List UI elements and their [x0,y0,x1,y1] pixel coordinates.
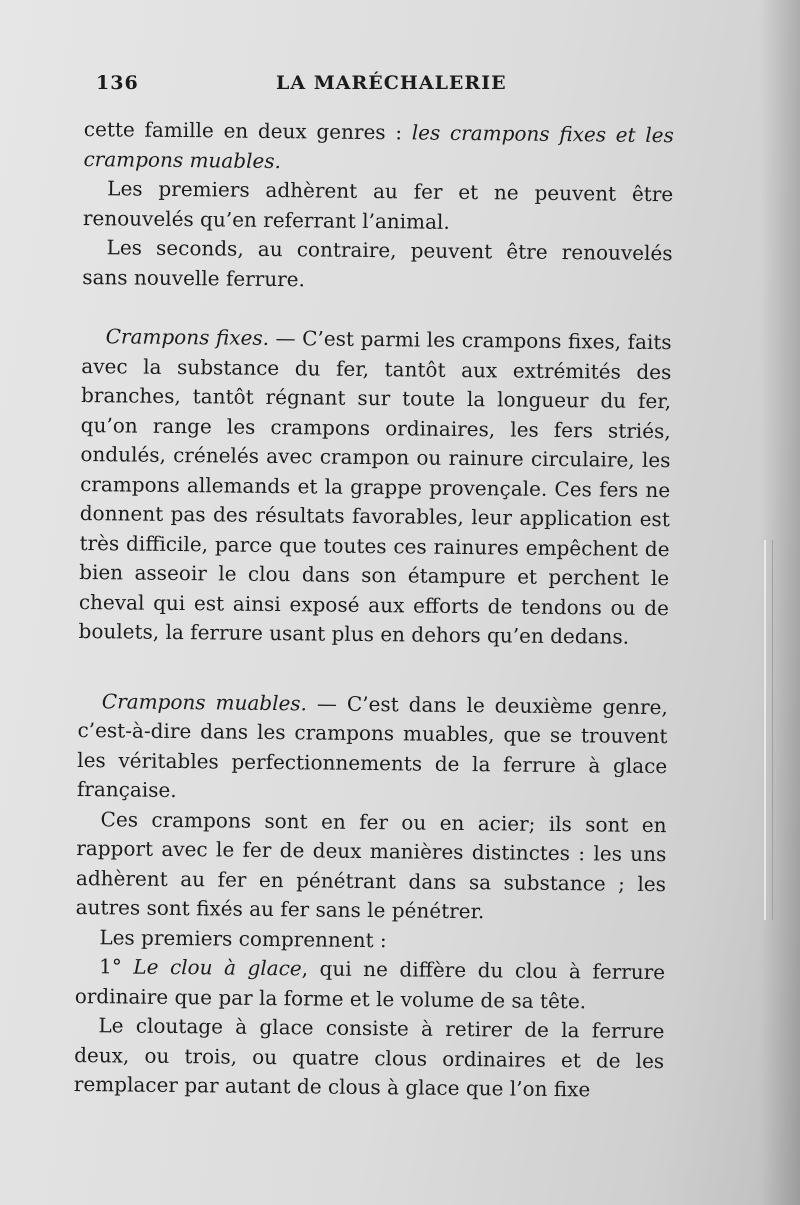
list-item: 1° Le clou à glace, qui ne diffère du clou à ferrure ordinaire que par la forme et le volume de sa tête. [74,954,666,1013]
page-header [96,72,656,102]
italic-phrase: les crampons fixes et les crampons muables. [83,120,674,173]
section-crampons-muables: Crampons muables. — C’est dans le deuxième genre, c’est-à-dire dans les crampons muables, que se trouvent les véritables perfectionnements de la ferrure à glace française. [76,688,668,803]
section-heading: Crampons muables. [101,688,308,715]
section-heading: Crampons fixes. [105,324,270,350]
paragraph: Le cloutage à glace consiste à retirer de la ferrure deux, ou trois, ou quatre clous ordinaires et de les remplacer par autant de clous à glace que l’on fixe [73,1013,665,1102]
italic-term: Le clou à glace [133,954,302,981]
paragraph: Ces crampons sont en fer ou en acier; ils sont en rapport avec le fer de deux manières distinctes : les uns adhèrent au fer en pénétrant dans sa substance ; les autres sont fixés au fer sans le pénétrer. [75,806,667,924]
running-title: LA MARÉCHALERIE [276,72,507,94]
page-fold-mark [764,540,773,920]
body-text [74,115,674,1106]
page-number: 136 [96,72,139,94]
paragraph: Les premiers comprennent : [99,924,387,952]
paragraph: Les seconds, au contraire, peuvent être renouvelés sans nouvelle ferrure. [82,235,673,291]
section-crampons-fixes: Crampons fixes. — C’est parmi les crampons fixes, faits avec la substance du fer, tantôt aux extrémités des branches, tantôt régnant sur toute la longueur du fer, qu’on range les crampons ordinaires, les fers striés, ondulés, crénelés avec crampon ou rainure circulaire, les crampons allemands et la grappe provençale. Ces fers ne donnent pas des résultats favorables, leur application est très difficile, parce que toutes ces rainures empêchent de bien asseoir le clou dans son étampure et perchent le cheval qui est ainsi exposé aux efforts de tendons ou de boulets, la ferrure usant plus en dehors qu’en dedans. [78,324,672,649]
paragraph: Les premiers adhèrent au fer et ne peuvent être renouvelés qu’en referrant l’animal. [82,176,674,234]
paragraph-continuation: cette famille en deux genres : les crampons fixes et les crampons muables. [83,116,674,173]
